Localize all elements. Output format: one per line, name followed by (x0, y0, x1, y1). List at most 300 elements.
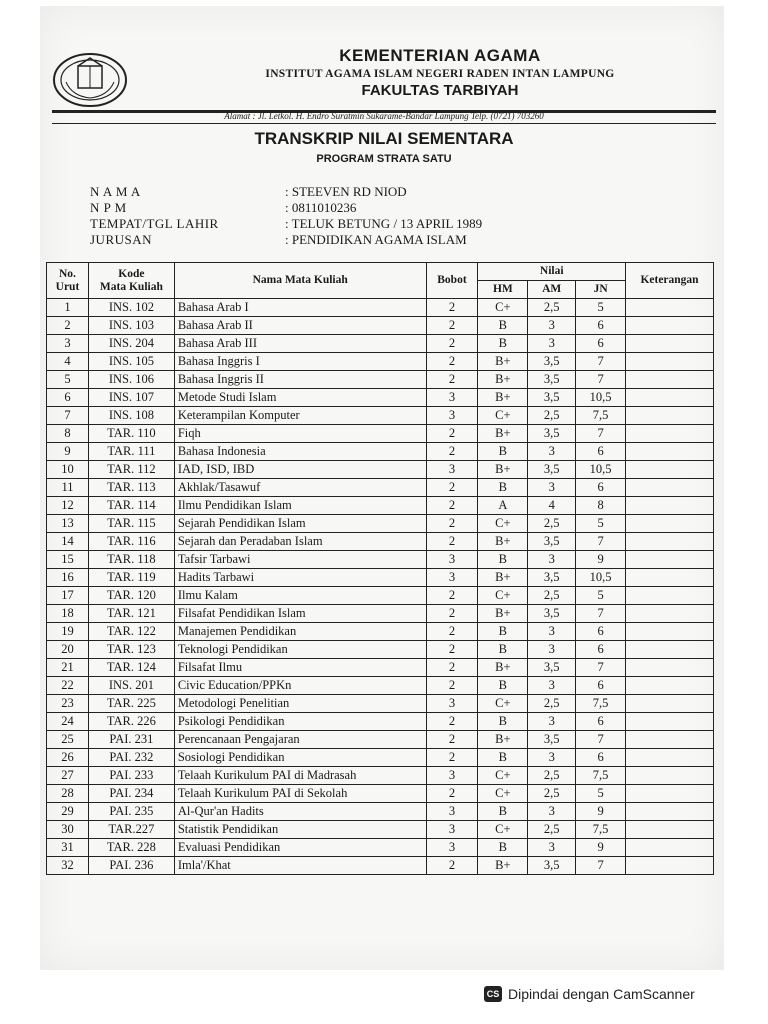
cell-no: 20 (47, 641, 89, 659)
cell-note (626, 425, 714, 443)
cell-name: Bahasa Indonesia (174, 443, 426, 461)
cell-hm: B+ (478, 353, 528, 371)
cell-bobot: 2 (426, 479, 478, 497)
document-subtitle: PROGRAM STRATA SATU (316, 153, 452, 165)
cell-code: TAR. 121 (88, 605, 174, 623)
table-row (47, 695, 714, 713)
table-row (47, 767, 714, 785)
cell-code: TAR. 115 (88, 515, 174, 533)
cell-no: 11 (47, 479, 89, 497)
cell-jn: 9 (576, 803, 626, 821)
cell-no: 15 (47, 551, 89, 569)
cell-hm: B (478, 641, 528, 659)
cell-bobot: 2 (426, 785, 478, 803)
cell-no: 10 (47, 461, 89, 479)
header-weight: Bobot (426, 263, 478, 299)
cell-code: INS. 105 (88, 353, 174, 371)
cell-note (626, 821, 714, 839)
cell-bobot: 3 (426, 803, 478, 821)
cell-hm: B+ (478, 533, 528, 551)
cell-bobot: 3 (426, 695, 478, 713)
cell-code: TAR. 110 (88, 425, 174, 443)
cell-code: TAR. 113 (88, 479, 174, 497)
watermark-text: Dipindai dengan CamScanner (508, 986, 695, 1002)
cell-note (626, 857, 714, 875)
cell-hm: C+ (478, 587, 528, 605)
cell-hm: C+ (478, 821, 528, 839)
cell-note (626, 839, 714, 857)
cell-bobot: 3 (426, 461, 478, 479)
table-row (47, 461, 714, 479)
table-row (47, 857, 714, 875)
cell-name: Psikologi Pendidikan (174, 713, 426, 731)
cell-am: 3 (528, 803, 576, 821)
cell-am: 3,5 (528, 731, 576, 749)
cell-no: 28 (47, 785, 89, 803)
cell-no: 16 (47, 569, 89, 587)
cell-no: 17 (47, 587, 89, 605)
cell-note (626, 749, 714, 767)
cell-no: 13 (47, 515, 89, 533)
table-row (47, 803, 714, 821)
header-no: No. Urut (47, 263, 89, 299)
cell-bobot: 3 (426, 407, 478, 425)
cell-hm: B+ (478, 371, 528, 389)
cell-no: 23 (47, 695, 89, 713)
cell-bobot: 2 (426, 749, 478, 767)
cell-code: INS. 102 (88, 299, 174, 317)
cell-bobot: 3 (426, 551, 478, 569)
identity-label: N A M A (90, 184, 141, 199)
cell-bobot: 2 (426, 605, 478, 623)
cell-code: TAR. 120 (88, 587, 174, 605)
cell-bobot: 2 (426, 371, 478, 389)
grades-table (46, 262, 714, 875)
cell-no: 31 (47, 839, 89, 857)
cell-hm: C+ (478, 695, 528, 713)
table-row (47, 479, 714, 497)
cell-no: 21 (47, 659, 89, 677)
cell-name: Evaluasi Pendidikan (174, 839, 426, 857)
cell-am: 3 (528, 641, 576, 659)
table-row (47, 839, 714, 857)
header-jn: JN (576, 281, 626, 299)
cell-jn: 6 (576, 443, 626, 461)
table-row (47, 821, 714, 839)
cell-note (626, 659, 714, 677)
cell-bobot: 2 (426, 497, 478, 515)
cell-name: Akhlak/Tasawuf (174, 479, 426, 497)
cell-no: 26 (47, 749, 89, 767)
table-row (47, 371, 714, 389)
cell-no: 29 (47, 803, 89, 821)
cell-jn: 7,5 (576, 407, 626, 425)
cell-code: TAR.227 (88, 821, 174, 839)
cell-note (626, 623, 714, 641)
cell-hm: B+ (478, 389, 528, 407)
cell-am: 3 (528, 479, 576, 497)
cell-no: 30 (47, 821, 89, 839)
cell-no: 25 (47, 731, 89, 749)
cell-code: INS. 204 (88, 335, 174, 353)
cell-am: 3,5 (528, 857, 576, 875)
cell-am: 2,5 (528, 515, 576, 533)
cell-name: Bahasa Arab I (174, 299, 426, 317)
cell-name: Manajemen Pendidikan (174, 623, 426, 641)
cell-note (626, 407, 714, 425)
table-row (47, 497, 714, 515)
cell-name: Bahasa Inggris I (174, 353, 426, 371)
cell-jn: 5 (576, 299, 626, 317)
cell-hm: B (478, 479, 528, 497)
header-hm: HM (478, 281, 528, 299)
cell-am: 2,5 (528, 587, 576, 605)
cell-hm: C+ (478, 785, 528, 803)
cell-bobot: 2 (426, 677, 478, 695)
cell-am: 3,5 (528, 425, 576, 443)
identity-label: N P M (90, 200, 127, 215)
table-row (47, 425, 714, 443)
cell-jn: 7 (576, 605, 626, 623)
cell-name: Bahasa Arab II (174, 317, 426, 335)
identity-value: : PENDIDIKAN AGAMA ISLAM (285, 232, 467, 247)
cell-note (626, 497, 714, 515)
cell-code: INS. 107 (88, 389, 174, 407)
cell-jn: 5 (576, 785, 626, 803)
table-row (47, 677, 714, 695)
cell-bobot: 2 (426, 443, 478, 461)
cell-name: Hadits Tarbawi (174, 569, 426, 587)
cell-code: TAR. 111 (88, 443, 174, 461)
cell-code: TAR. 119 (88, 569, 174, 587)
institute-name: INSTITUT AGAMA ISLAM NEGERI RADEN INTAN LAMPUNG (265, 68, 615, 80)
cell-jn: 6 (576, 641, 626, 659)
cell-note (626, 587, 714, 605)
cell-code: INS. 103 (88, 317, 174, 335)
cell-am: 4 (528, 497, 576, 515)
cell-jn: 7,5 (576, 695, 626, 713)
cell-code: TAR. 124 (88, 659, 174, 677)
cell-hm: B+ (478, 731, 528, 749)
cell-am: 3,5 (528, 461, 576, 479)
cell-note (626, 479, 714, 497)
cell-note (626, 389, 714, 407)
cell-jn: 6 (576, 335, 626, 353)
cell-hm: B (478, 749, 528, 767)
table-row (47, 605, 714, 623)
cell-am: 3,5 (528, 659, 576, 677)
table-row (47, 551, 714, 569)
cell-hm: B (478, 623, 528, 641)
cell-name: Tafsir Tarbawi (174, 551, 426, 569)
cell-am: 2,5 (528, 821, 576, 839)
cell-bobot: 3 (426, 821, 478, 839)
table-row (47, 335, 714, 353)
cell-hm: B+ (478, 461, 528, 479)
cell-code: TAR. 226 (88, 713, 174, 731)
cell-hm: C+ (478, 767, 528, 785)
cell-bobot: 2 (426, 335, 478, 353)
cell-am: 3 (528, 335, 576, 353)
cell-hm: C+ (478, 407, 528, 425)
cell-hm: B+ (478, 605, 528, 623)
address-line: Alamat : Jl. Letkol. H. Endro Suratmin Sukarame-Bandar Lampung Telp. (0721) 703260 (224, 111, 544, 121)
cell-code: TAR. 225 (88, 695, 174, 713)
cell-name: Metodologi Penelitian (174, 695, 426, 713)
cell-am: 3 (528, 677, 576, 695)
cell-note (626, 803, 714, 821)
document-title: TRANSKRIP NILAI SEMENTARA (254, 129, 514, 148)
cell-am: 2,5 (528, 767, 576, 785)
header-course-name: Nama Mata Kuliah (174, 263, 426, 299)
table-row (47, 299, 714, 317)
cell-no: 5 (47, 371, 89, 389)
cell-name: Perencanaan Pengajaran (174, 731, 426, 749)
cell-code: TAR. 118 (88, 551, 174, 569)
cell-hm: B+ (478, 659, 528, 677)
cell-bobot: 2 (426, 623, 478, 641)
cell-am: 2,5 (528, 407, 576, 425)
cell-no: 24 (47, 713, 89, 731)
cell-bobot: 3 (426, 389, 478, 407)
cell-name: Ilmu Pendidikan Islam (174, 497, 426, 515)
cell-note (626, 335, 714, 353)
cell-note (626, 551, 714, 569)
cell-am: 3,5 (528, 389, 576, 407)
cell-am: 3,5 (528, 569, 576, 587)
cell-code: TAR. 112 (88, 461, 174, 479)
cell-bobot: 2 (426, 659, 478, 677)
table-row (47, 587, 714, 605)
cell-code: PAI. 231 (88, 731, 174, 749)
cell-name: Sosiologi Pendidikan (174, 749, 426, 767)
cell-bobot: 2 (426, 353, 478, 371)
cell-am: 3,5 (528, 533, 576, 551)
cell-hm: B+ (478, 425, 528, 443)
cell-code: PAI. 232 (88, 749, 174, 767)
identity-value: : STEEVEN RD NIOD (285, 184, 407, 199)
letterhead-rule-thin (52, 123, 716, 124)
cell-am: 3,5 (528, 353, 576, 371)
cell-name: Metode Studi Islam (174, 389, 426, 407)
cell-jn: 5 (576, 515, 626, 533)
cell-bobot: 3 (426, 767, 478, 785)
cell-no: 19 (47, 623, 89, 641)
cell-bobot: 2 (426, 731, 478, 749)
cell-hm: B (478, 677, 528, 695)
cell-jn: 7 (576, 857, 626, 875)
cell-code: TAR. 116 (88, 533, 174, 551)
header-grade: Nilai (478, 263, 626, 281)
cell-am: 2,5 (528, 695, 576, 713)
cell-jn: 5 (576, 587, 626, 605)
table-row (47, 713, 714, 731)
header-note: Keterangan (626, 263, 714, 299)
cell-note (626, 371, 714, 389)
cell-am: 2,5 (528, 299, 576, 317)
cell-no: 32 (47, 857, 89, 875)
cell-am: 3 (528, 551, 576, 569)
letterhead (150, 46, 730, 99)
cell-name: Ilmu Kalam (174, 587, 426, 605)
cell-no: 2 (47, 317, 89, 335)
institute-logo-icon (52, 52, 128, 108)
cell-no: 9 (47, 443, 89, 461)
cell-no: 7 (47, 407, 89, 425)
cell-note (626, 317, 714, 335)
grades-body (47, 299, 714, 875)
cell-no: 4 (47, 353, 89, 371)
cell-note (626, 461, 714, 479)
cell-no: 12 (47, 497, 89, 515)
table-row (47, 317, 714, 335)
cell-code: TAR. 122 (88, 623, 174, 641)
cell-jn: 7 (576, 533, 626, 551)
cell-jn: 7,5 (576, 767, 626, 785)
cell-code: INS. 201 (88, 677, 174, 695)
cell-code: PAI. 235 (88, 803, 174, 821)
cell-name: Sejarah dan Peradaban Islam (174, 533, 426, 551)
cell-bobot: 2 (426, 641, 478, 659)
cell-jn: 10,5 (576, 389, 626, 407)
cell-note (626, 515, 714, 533)
cell-bobot: 2 (426, 533, 478, 551)
cell-note (626, 641, 714, 659)
cell-name: Statistik Pendidikan (174, 821, 426, 839)
cell-no: 8 (47, 425, 89, 443)
cell-name: Imla'/Khat (174, 857, 426, 875)
cell-code: PAI. 234 (88, 785, 174, 803)
cell-am: 3,5 (528, 605, 576, 623)
identity-label: TEMPAT/TGL LAHIR (90, 216, 219, 231)
table-row (47, 623, 714, 641)
cell-name: Filsafat Pendidikan Islam (174, 605, 426, 623)
cell-note (626, 353, 714, 371)
cell-hm: B (478, 713, 528, 731)
cell-code: PAI. 233 (88, 767, 174, 785)
cell-name: Keterampilan Komputer (174, 407, 426, 425)
cell-jn: 7 (576, 371, 626, 389)
cell-bobot: 2 (426, 425, 478, 443)
cell-am: 3 (528, 317, 576, 335)
cell-note (626, 569, 714, 587)
cell-jn: 7 (576, 731, 626, 749)
cell-code: TAR. 123 (88, 641, 174, 659)
identity-label: JURUSAN (90, 232, 153, 247)
cell-name: Filsafat Ilmu (174, 659, 426, 677)
cell-bobot: 2 (426, 299, 478, 317)
cell-note (626, 785, 714, 803)
cell-bobot: 2 (426, 317, 478, 335)
cell-jn: 6 (576, 749, 626, 767)
cell-hm: B (478, 443, 528, 461)
cell-hm: B+ (478, 569, 528, 587)
cell-bobot: 3 (426, 839, 478, 857)
cell-am: 3 (528, 623, 576, 641)
table-row (47, 533, 714, 551)
identity-row-npm (90, 200, 482, 216)
cell-bobot: 2 (426, 857, 478, 875)
cell-bobot: 2 (426, 713, 478, 731)
cell-name: Bahasa Inggris II (174, 371, 426, 389)
cell-am: 3,5 (528, 371, 576, 389)
identity-row-birth (90, 216, 482, 232)
cell-name: Bahasa Arab III (174, 335, 426, 353)
cell-note (626, 767, 714, 785)
cell-note (626, 731, 714, 749)
cell-jn: 7 (576, 425, 626, 443)
cell-no: 22 (47, 677, 89, 695)
cell-no: 14 (47, 533, 89, 551)
cell-hm: B (478, 839, 528, 857)
camscanner-watermark (484, 986, 695, 1002)
cell-jn: 7 (576, 659, 626, 677)
identity-row-department (90, 232, 482, 248)
cell-code: TAR. 114 (88, 497, 174, 515)
cell-jn: 6 (576, 677, 626, 695)
cell-bobot: 3 (426, 569, 478, 587)
cell-note (626, 695, 714, 713)
cell-hm: B (478, 803, 528, 821)
table-row (47, 731, 714, 749)
cell-jn: 7 (576, 353, 626, 371)
cell-hm: A (478, 497, 528, 515)
cell-name: Fiqh (174, 425, 426, 443)
table-row (47, 443, 714, 461)
cell-jn: 9 (576, 551, 626, 569)
cell-am: 3 (528, 839, 576, 857)
cell-hm: B (478, 551, 528, 569)
cell-code: PAI. 236 (88, 857, 174, 875)
cell-note (626, 443, 714, 461)
table-header-row (47, 263, 714, 281)
cell-hm: B (478, 317, 528, 335)
cell-jn: 9 (576, 839, 626, 857)
cell-no: 6 (47, 389, 89, 407)
cell-note (626, 713, 714, 731)
cell-name: Teknologi Pendidikan (174, 641, 426, 659)
cell-am: 2,5 (528, 785, 576, 803)
cell-code: INS. 106 (88, 371, 174, 389)
cell-am: 3 (528, 713, 576, 731)
cell-jn: 7,5 (576, 821, 626, 839)
cell-note (626, 299, 714, 317)
table-row (47, 353, 714, 371)
cell-hm: B (478, 335, 528, 353)
cell-jn: 6 (576, 317, 626, 335)
cell-note (626, 605, 714, 623)
cell-jn: 10,5 (576, 569, 626, 587)
cell-jn: 10,5 (576, 461, 626, 479)
cell-jn: 8 (576, 497, 626, 515)
cell-am: 3 (528, 749, 576, 767)
cell-hm: C+ (478, 515, 528, 533)
table-row (47, 515, 714, 533)
identity-value: : 0811010236 (285, 200, 357, 215)
table-row (47, 749, 714, 767)
cell-name: Telaah Kurikulum PAI di Madrasah (174, 767, 426, 785)
cell-name: Telaah Kurikulum PAI di Sekolah (174, 785, 426, 803)
identity-value: : TELUK BETUNG / 13 APRIL 1989 (285, 216, 483, 231)
identity-row-name (90, 184, 482, 200)
cell-name: Sejarah Pendidikan Islam (174, 515, 426, 533)
cell-bobot: 2 (426, 515, 478, 533)
cell-no: 1 (47, 299, 89, 317)
header-am: AM (528, 281, 576, 299)
table-row (47, 389, 714, 407)
cell-jn: 6 (576, 623, 626, 641)
cell-jn: 6 (576, 479, 626, 497)
